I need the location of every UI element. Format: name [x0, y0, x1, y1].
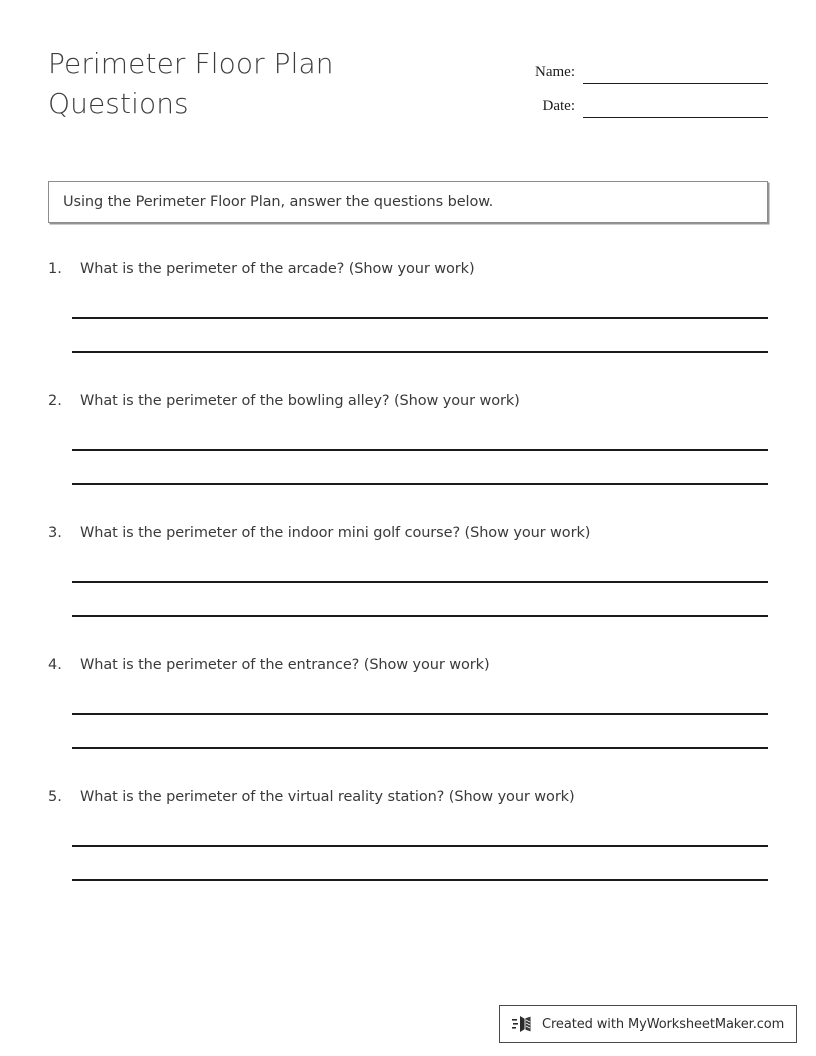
question-text: What is the perimeter of the bowling alley? (Show your work)	[80, 393, 520, 409]
question-number: 3.	[48, 525, 62, 541]
name-field-row	[516, 50, 768, 84]
answer-line-2[interactable]	[72, 483, 768, 485]
answer-area	[72, 449, 768, 485]
answer-line-2[interactable]	[72, 879, 768, 881]
question-heading	[48, 393, 768, 409]
answer-area	[72, 581, 768, 617]
worksheet-header	[48, 44, 768, 134]
date-input[interactable]	[583, 98, 768, 118]
question-item-3	[48, 525, 768, 657]
instruction-box	[48, 181, 768, 223]
answer-line-2[interactable]	[72, 747, 768, 749]
question-number: 1.	[48, 261, 62, 277]
name-label: Name:	[535, 64, 575, 80]
answer-area	[72, 845, 768, 881]
question-text: What is the perimeter of the entrance? (Show your work)	[80, 657, 490, 673]
answer-line-1[interactable]	[72, 845, 768, 847]
answer-line-1[interactable]	[72, 317, 768, 319]
student-info-fields	[516, 50, 768, 118]
date-field-row	[516, 84, 768, 118]
question-number: 4.	[48, 657, 62, 673]
date-label: Date:	[542, 98, 575, 114]
worksheet-maker-logo-icon	[512, 1014, 534, 1034]
answer-area	[72, 713, 768, 749]
answer-line-2[interactable]	[72, 615, 768, 617]
question-heading	[48, 789, 768, 805]
page-title: Perimeter Floor Plan Questions	[48, 47, 334, 120]
question-item-4	[48, 657, 768, 789]
question-text: What is the perimeter of the arcade? (Show your work)	[80, 261, 475, 277]
question-heading	[48, 657, 768, 673]
question-item-5	[48, 789, 768, 921]
answer-line-2[interactable]	[72, 351, 768, 353]
question-heading	[48, 261, 768, 277]
questions-list	[48, 261, 768, 921]
question-heading	[48, 525, 768, 541]
question-text: What is the perimeter of the indoor mini golf course? (Show your work)	[80, 525, 591, 541]
instruction-text: Using the Perimeter Floor Plan, answer the questions below.	[63, 194, 494, 210]
question-text: What is the perimeter of the virtual reality station? (Show your work)	[80, 789, 575, 805]
question-number: 2.	[48, 393, 62, 409]
question-item-1	[48, 261, 768, 393]
answer-line-1[interactable]	[72, 581, 768, 583]
answer-line-1[interactable]	[72, 713, 768, 715]
answer-line-1[interactable]	[72, 449, 768, 451]
created-with-badge[interactable]	[499, 1005, 797, 1043]
name-input[interactable]	[583, 64, 768, 84]
answer-area	[72, 317, 768, 353]
question-item-2	[48, 393, 768, 525]
question-number: 5.	[48, 789, 62, 805]
badge-label: Created with MyWorksheetMaker.com	[542, 1016, 785, 1032]
